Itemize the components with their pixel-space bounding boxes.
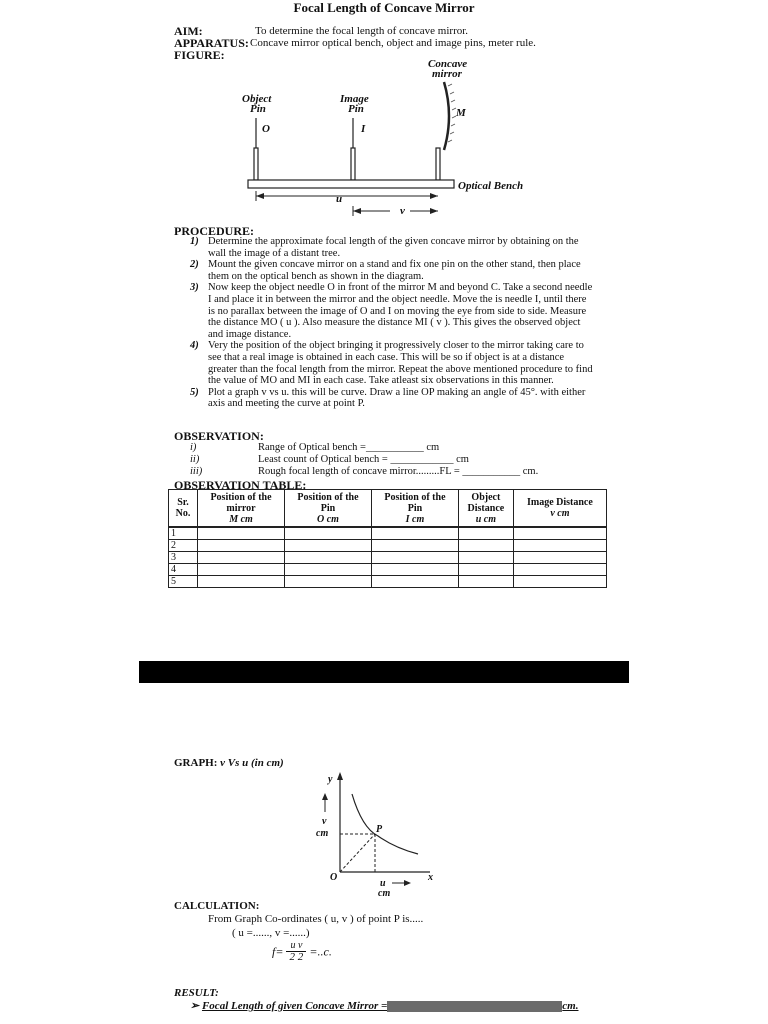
- graph-u-label: u: [380, 878, 386, 889]
- apparatus-label: APPARATUS:: [174, 36, 249, 50]
- concave-mirror: [444, 82, 449, 150]
- procedure-step: 3) Now keep the object needle O in front of the mirror M and beyond C. Take a second needle I and place it in between the mirror and the object needle. Move the is needle I, until there is no parallax between the image of O and I on moving the eye from side to side. Measure the distance MO ( u ). Also measure the distance MI ( v ). This gives the observed object and image distance.: [190, 282, 593, 340]
- figure-o-label: O: [262, 123, 270, 135]
- observation-row: ii) Least count of Optical bench = ____________ cm: [190, 454, 469, 465]
- table-row: 5: [169, 576, 607, 588]
- observation-row: iii) Rough focal length of concave mirror.........FL = ___________ cm.: [190, 466, 539, 477]
- figure-object-pin-label-1: Object: [242, 93, 272, 105]
- procedure-step: 1) Determine the approximate focal length of the given concave mirror by obtaining on the wall the image of a distant tree.: [190, 236, 579, 259]
- table-header-object-pin: Position of the Pin O cm: [284, 490, 371, 527]
- figure-v-label: v: [400, 205, 405, 217]
- page-separator-bar: [139, 661, 629, 683]
- table-header-image-distance: Image Distance v cm: [513, 490, 606, 527]
- image-pin: [351, 118, 355, 180]
- procedure-list: [190, 236, 595, 410]
- procedure-step: 4) Very the position of the object bringing it progressively closer to the mirror taking care to see that a real image is obtained in each case. This will be so if object is at a distance greater than the focal length from the mirror. Repeat the above mentioned procedure to find the value of MO and MI in each case. Take atleast six observations in this manner.: [190, 340, 593, 387]
- observation-table-label: OBSERVATION TABLE:: [174, 478, 307, 492]
- figure-bench-label: Optical Bench: [458, 180, 524, 192]
- figure-image-pin-label-1: Image: [340, 93, 369, 105]
- table-header-image-pin: Position of the Pin I cm: [371, 490, 458, 527]
- table-row: 4: [169, 564, 607, 576]
- mirror-stand: [436, 148, 440, 180]
- procedure-step: 2) Mount the given concave mirror on a stand and fix one pin on the other stand, then place them on the optical bench as shown in the diagram.: [190, 259, 581, 282]
- aim-label: AIM:: [174, 24, 203, 38]
- table-row: 1: [169, 528, 607, 540]
- graph-p-label: P: [376, 824, 383, 835]
- aim-text: To determine the focal length of concave mirror.: [255, 25, 469, 37]
- figure-label: FIGURE:: [174, 48, 225, 62]
- figure-m-label: M: [456, 107, 466, 119]
- optical-bench: [248, 180, 454, 188]
- figure-u-label: u: [336, 193, 343, 205]
- observation-row: i) Range of Optical bench =___________ cm: [190, 442, 440, 453]
- graph-cm-label: cm: [316, 828, 329, 839]
- graph-o-label: O: [330, 872, 338, 883]
- table-header-sr: Sr. No.: [169, 490, 198, 527]
- graph-curve: [352, 794, 418, 854]
- optical-bench-figure: [230, 56, 550, 226]
- graph-label: GRAPH: v Vs u (in cm): [174, 757, 284, 769]
- calculation-line1: From Graph Co-ordinates ( u, v ) of point P is.....: [208, 913, 424, 925]
- calculation-formula: f= $\frac{\text{u v}}{2 2}$ =..c.: [272, 940, 332, 963]
- object-pin: [254, 118, 258, 180]
- table-row: 3: [169, 552, 607, 564]
- observation-label: OBSERVATION:: [174, 429, 264, 443]
- result-line: ➢ Focal Length of given Concave Mirror = cm.: [190, 1000, 579, 1012]
- observation-list: [190, 442, 538, 478]
- procedure-label: PROCEDURE:: [174, 224, 254, 238]
- figure-i-label: I: [361, 123, 366, 135]
- figure-object-pin-label-2: Pin: [250, 103, 266, 115]
- table-header-mirror: Position of the mirror M cm: [198, 490, 285, 527]
- graph-x-label: x: [428, 872, 433, 883]
- table-header-object-distance: Object Distance u cm: [458, 490, 513, 527]
- graph-cm2-label: cm: [378, 888, 391, 898]
- calculation-label: CALCULATION:: [174, 900, 260, 912]
- figure-mirror-label-2: mirror: [432, 68, 462, 80]
- procedure-step: 5) Plot a graph v vs u. this will be curve. Draw a line OP making an angle of 45°. with either axis and meeting the curve at point P.: [190, 386, 586, 410]
- graph-figure: [300, 768, 450, 898]
- result-label: RESULT:: [174, 987, 219, 999]
- calculation-line2: ( u =......, v =......): [232, 927, 310, 939]
- result-answer-field: [387, 1001, 562, 1012]
- apparatus-text: Concave mirror optical bench, object and image pins, meter rule.: [250, 37, 536, 49]
- observation-table: [168, 489, 607, 588]
- graph-v-label: v: [322, 816, 327, 827]
- figure-mirror-label-1: Concave: [428, 58, 468, 70]
- page-title: Focal Length of Concave Mirror: [293, 0, 475, 15]
- figure-image-pin-label-2: Pin: [348, 103, 364, 115]
- table-row: 2: [169, 540, 607, 552]
- graph-y-label: y: [328, 774, 333, 785]
